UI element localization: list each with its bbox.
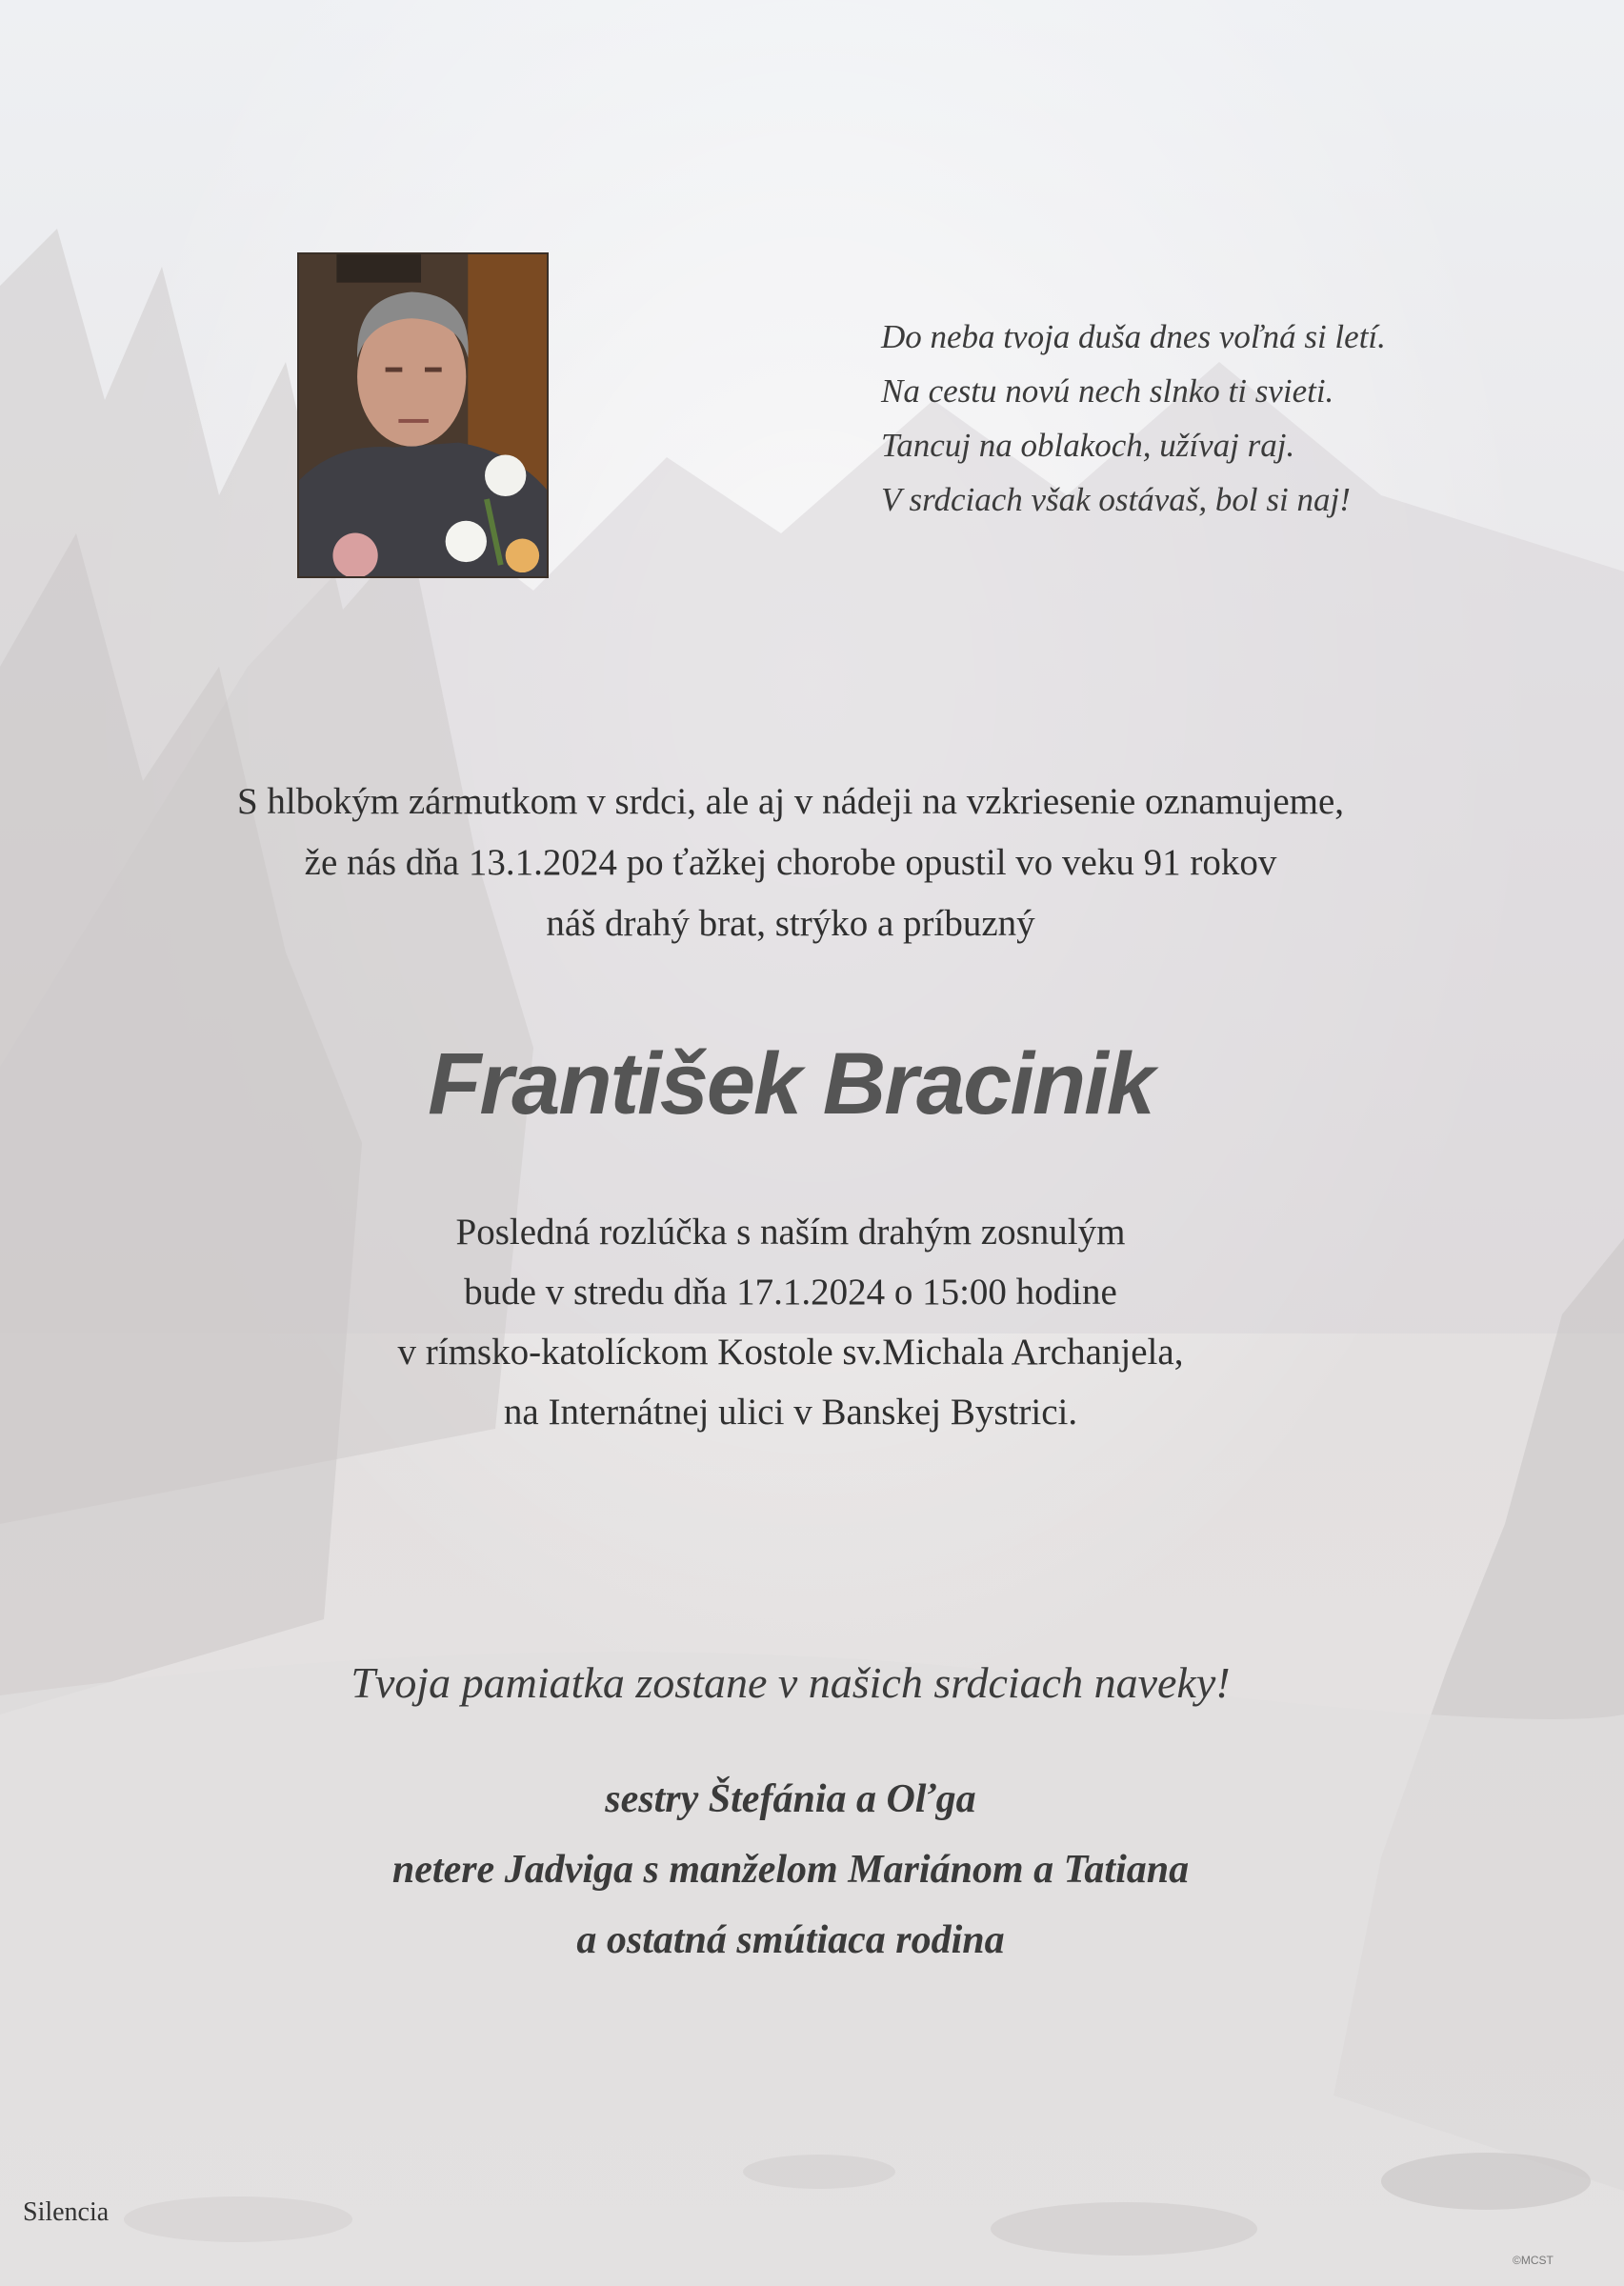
memorial-poem: [881, 310, 1548, 527]
family-line: a ostatná smútiaca rodina: [576, 1918, 1005, 1962]
copyright-label: ©MCST: [1513, 2254, 1554, 2267]
ceremony-line: Posledná rozlúčka s naším drahým zosnulým: [455, 1212, 1126, 1253]
poem-line: Do neba tvoja duša dnes voľná si letí.: [881, 318, 1386, 355]
ceremony-line: na Internátnej ulici v Banskej Bystrici.: [503, 1392, 1078, 1433]
poem-line: Na cestu novú nech slnko ti svieti.: [881, 372, 1334, 410]
mourning-family: [0, 1764, 1581, 1975]
brand-label: Silencia: [23, 2197, 110, 2227]
portrait-photo: [297, 252, 549, 578]
ceremony-line: bude v stredu dňa 17.1.2024 o 15:00 hodine: [464, 1272, 1117, 1313]
family-line: netere Jadviga s manželom Mariánom a Tatiana: [391, 1848, 1190, 1892]
announcement-line: S hlbokým zármutkom v srdci, ale aj v nádeji na vzkriesenie oznamujeme,: [236, 781, 1345, 822]
announcement-line: že nás dňa 13.1.2024 po ťažkej chorobe opustil vo veku 91 rokov: [304, 842, 1277, 883]
announcement-line: náš drahý brat, strýko a príbuzný: [546, 903, 1035, 944]
funeral-details: [0, 1202, 1581, 1442]
poem-line: Tancuj na oblakoch, užívaj raj.: [881, 427, 1295, 464]
ceremony-line: v rímsko-katolíckom Kostole sv.Michala Archanjela,: [397, 1332, 1184, 1373]
death-announcement: [0, 772, 1581, 954]
deceased-name: František Bracinik: [428, 1035, 1153, 1133]
family-line: sestry Štefánia a Oľga: [605, 1777, 976, 1821]
poem-line: V srdciach však ostávaš, bol si naj!: [881, 481, 1351, 518]
memory-line: Tvoja pamiatka zostane v našich srdciach naveky!: [351, 1658, 1231, 1707]
